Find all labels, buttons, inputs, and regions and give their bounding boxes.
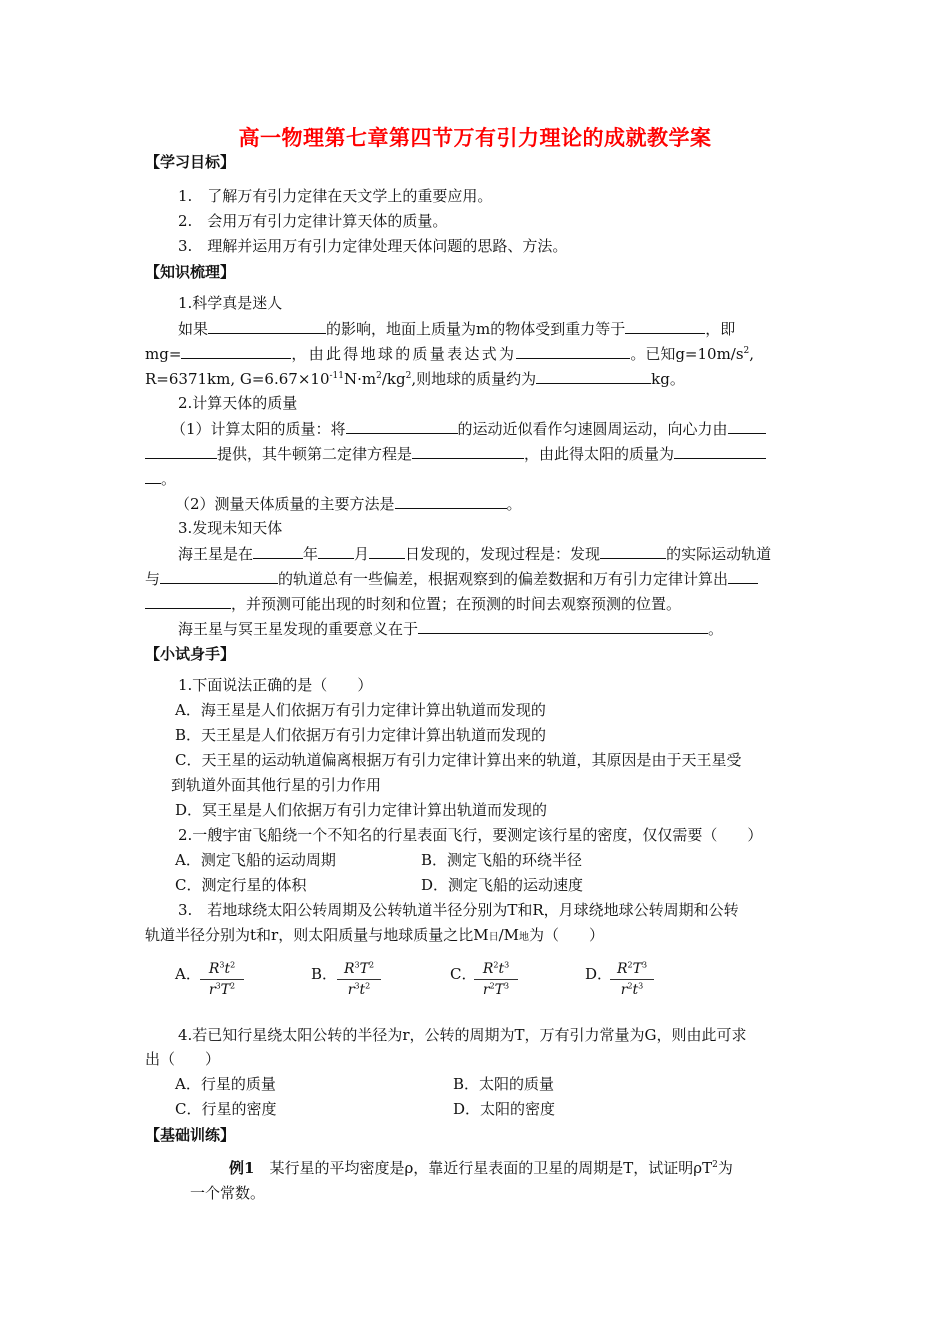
fill-blank-line: 如果 的影响，地面上质量为m的物体受到重力等于 ，即 (178, 320, 736, 338)
goal-item: 2. 会用万有引力定律计算天体的质量。 (178, 212, 448, 230)
example-problem: 例1 某行星的平均密度是ρ，靠近行星表面的卫星的周期是T，试证明$\rho T^2$为 (229, 1159, 733, 1177)
goal-item: 3. 理解并运用万有引力定律处理天体问题的思路、方法。 (178, 237, 568, 255)
knowledge-subheading: 1.科学真是迷人 (178, 294, 283, 312)
fill-blank-line: 海王星是在 年 月 日发现的，发现过程是：发现 的实际运动轨道 (178, 545, 772, 563)
option-d: D．冥王星是人们依据万有引力定律计算出轨道而发现的 (175, 801, 548, 819)
formula-option-d: $\frac{R^2T^3}{r^2t^3}$ (610, 961, 654, 998)
option-c: C．行星的密度 (175, 1100, 277, 1118)
option-a-label: A． (175, 965, 201, 983)
fill-blank-line: ，并预测可能出现的时刻和位置；在预测的时间去观察预测的位置。 (145, 593, 681, 614)
answer-blank[interactable] (600, 543, 666, 559)
option-c-label: C． (450, 965, 477, 983)
option-b-label: B． (311, 965, 338, 983)
page-title: 高一物理第七章第四节万有引力理论的成就教学案 (238, 126, 712, 150)
formula-option-b: $\frac{R^3T^2}{r^3t^2}$ (337, 961, 381, 998)
answer-blank[interactable] (369, 543, 405, 559)
section-knowledge-heading: 【知识梳理】 (145, 263, 236, 281)
answer-blank[interactable] (412, 443, 524, 459)
answer-blank[interactable] (318, 543, 354, 559)
option-a: A．行星的质量 (175, 1075, 276, 1093)
example-label: 例1 (229, 1159, 255, 1177)
answer-blank[interactable] (625, 318, 705, 334)
fill-blank-line: 。 (145, 468, 176, 489)
option-b: B．天王星是人们依据万有引力定律计算出轨道而发现的 (175, 726, 547, 744)
fill-blank-line: （2）测量天体质量的主要方法是 。 (175, 495, 522, 513)
option-b: B．测定飞船的环绕半径 (421, 851, 583, 869)
answer-blank[interactable] (181, 343, 291, 359)
fill-blank-line: R=6371km, $G=6.67\times 10^{-11}N\cdot m^2/kg^2$,则地球的质量约为 kg。 (145, 370, 685, 388)
fill-blank-line: mg= ，由此得地球的质量表达式为 。已知$g=10m/s^2$, (145, 345, 755, 363)
answer-blank[interactable] (160, 568, 278, 584)
section-basic-heading: 【基础训练】 (145, 1126, 236, 1144)
example-problem-continued: 一个常数。 (190, 1184, 266, 1202)
answer-blank[interactable] (728, 418, 766, 434)
option-b: B．太阳的质量 (453, 1075, 555, 1093)
question-text: 3. 若地球绕太阳公转周期及公转轨道半径分别为T和R，月球绕地球公转周期和公转 (178, 901, 739, 919)
question-text-continued: 出（ ） (145, 1050, 221, 1068)
option-c-continued: 到轨道外面其他行星的引力作用 (171, 776, 382, 794)
question-text: 4.若已知行星绕太阳公转的半径为r，公转的周期为T，万有引力常量为G，则由此可求 (178, 1026, 747, 1044)
question-text-continued: 轨道半径分别为t和r，则太阳质量与地球质量之比M日/M地为（ ） (145, 926, 604, 944)
section-quiz-heading: 【小试身手】 (145, 645, 236, 663)
fill-blank-line: （1）计算太阳的质量：将 的运动近似看作匀速圆周运动，向心力由 (171, 418, 766, 439)
answer-blank[interactable] (145, 443, 217, 459)
knowledge-subheading: 2.计算天体的质量 (178, 394, 298, 412)
option-c: C．测定行星的体积 (175, 876, 307, 894)
answer-blank[interactable] (728, 568, 758, 584)
question-text: 2.一艘宇宙飞船绕一个不知名的行星表面飞行，要测定该行星的密度，仅仅需要（ ） (178, 826, 763, 844)
knowledge-subheading: 3.发现未知天体 (178, 519, 283, 537)
question-text: 1.下面说法正确的是（ ） (178, 676, 373, 694)
formula-option-a: $\frac{R^3t^2}{r^3T^2}$ (200, 961, 244, 998)
answer-blank[interactable] (536, 368, 651, 384)
option-a: A．测定飞船的运动周期 (175, 851, 336, 869)
answer-blank[interactable] (418, 618, 708, 634)
goal-item: 1. 了解万有引力定律在天文学上的重要应用。 (178, 187, 493, 205)
answer-blank[interactable] (674, 443, 766, 459)
option-d: D．测定飞船的运动速度 (421, 876, 584, 894)
fill-blank-line: 与 的轨道总有一些偏差，根据观察到的偏差数据和万有引力定律计算出 (145, 568, 758, 589)
answer-blank[interactable] (395, 493, 507, 509)
formula-option-c: $\frac{R^2t^3}{r^2T^3}$ (474, 961, 518, 998)
fill-blank-line: 海王星与冥王星发现的重要意义在于 。 (178, 620, 724, 638)
fill-blank-line: 提供，其牛顿第二定律方程是 ，由此得太阳的质量为 (145, 443, 766, 464)
option-d-label: D． (585, 965, 613, 983)
option-a: A．海王星是人们依据万有引力定律计算出轨道而发现的 (175, 701, 546, 719)
answer-blank[interactable] (145, 593, 231, 609)
answer-blank[interactable] (346, 418, 458, 434)
answer-blank[interactable] (516, 343, 630, 359)
option-c: C．天王星的运动轨道偏离根据万有引力定律计算出来的轨道，其原因是由于天王星受 (175, 751, 742, 769)
section-goals-heading: 【学习目标】 (145, 153, 236, 171)
option-d: D．太阳的密度 (453, 1100, 556, 1118)
answer-blank[interactable] (145, 468, 161, 484)
answer-blank[interactable] (253, 543, 303, 559)
answer-blank[interactable] (208, 318, 326, 334)
